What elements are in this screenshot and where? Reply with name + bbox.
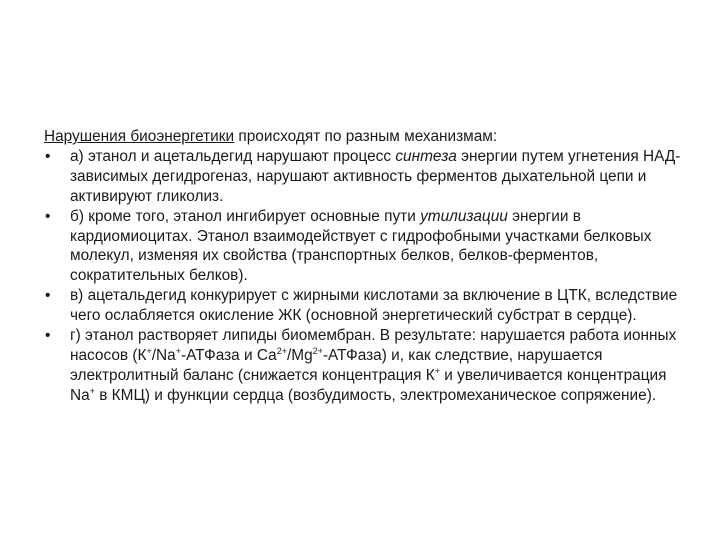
bullet-d-text-5: -АТФаза) и, как следствие, нарушается электролитный баланс (снижается концентрация К	[70, 346, 603, 384]
bullet-icon: •	[45, 327, 51, 345]
superscript: 2+	[312, 345, 323, 356]
bullet-b-emphasis: утилизации	[420, 207, 508, 225]
bullet-icon: •	[45, 147, 51, 165]
superscript: +	[434, 365, 440, 376]
bullet-d-text-7: в КМЦ) и функции сердца (возбудимость, электромеханическое сопряжение).	[94, 386, 657, 404]
slide-content	[44, 127, 684, 406]
bullet-item-a	[44, 147, 684, 207]
superscript: +	[175, 345, 181, 356]
bullet-a-text-1: а) этанол и ацетальдегид нарушают процесс	[70, 147, 396, 165]
superscript: +	[146, 345, 152, 356]
bullet-item-c	[44, 286, 684, 326]
bullet-item-b	[44, 207, 684, 287]
bullet-c-text: в) ацетальдегид конкурирует с жирными кислотами за включение в ЦТК, вследствие чего ослабляется окисление ЖК (основной энергетический субстрат в сердце).	[70, 287, 678, 325]
superscript: +	[89, 385, 95, 396]
bullet-a-text-2: энергии путем угнетения НАД-зависимых дегидрогеназ, нарушают активность ферментов дыхательной цепи и активируют гликолиз.	[70, 147, 681, 205]
bullet-d-text-4: /Mg	[287, 346, 313, 364]
bullet-b-text-2: энергии в кардиомиоцитах. Этанол взаимодействует с гидрофобными участками белковых молекул, изменяя их свойства (транспортных белков, белков-ферментов, сократительных белков).	[70, 207, 652, 285]
bullet-item-d	[44, 326, 684, 406]
bullet-b-text-1: б) кроме того, этанол ингибирует основные пути	[70, 207, 421, 225]
bullet-icon: •	[45, 207, 51, 225]
bullet-d-text-3: -АТФаза и Са	[180, 346, 277, 364]
bullet-d-text-6: и увеличивается концентрация Na	[70, 366, 667, 404]
bullet-list	[44, 147, 684, 406]
bullet-a-emphasis: синтеза	[395, 147, 457, 165]
bullet-d-text-1: г) этанол растворяет липиды биомембран. В результате: нарушается работа ионных насосов (К	[70, 327, 677, 364]
superscript: 2+	[276, 345, 287, 356]
bullet-icon: •	[45, 287, 51, 305]
heading-text: происходят по разным механизмам:	[234, 128, 498, 145]
slide-heading	[44, 127, 684, 147]
heading-underlined-text: Нарушения биоэнергетики	[44, 128, 235, 145]
bullet-d-text-2: /Na	[151, 346, 176, 364]
